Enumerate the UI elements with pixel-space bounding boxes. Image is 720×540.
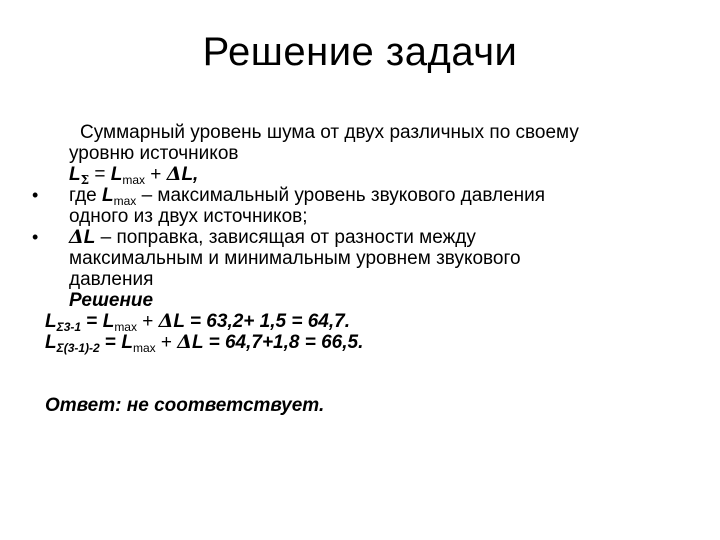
calc2-l: L [45, 332, 57, 353]
calc-line-2 [45, 332, 685, 353]
solution-label: Решение [69, 290, 154, 311]
formula-plus: + [145, 164, 167, 185]
formula-lmax-sub: max [122, 173, 146, 187]
formula-sigma: Σ [80, 173, 90, 187]
bullet1-prefix: где [69, 185, 103, 206]
calc1-plus: + [136, 311, 159, 332]
bullet-marker: • [32, 227, 39, 247]
sum-formula [45, 164, 685, 185]
bullet2-text-1: – поправка, зависящая от разности между [95, 227, 476, 248]
bullet2-l: L [83, 227, 96, 248]
bullet1-l: L [102, 185, 114, 206]
formula-delta: Δ [166, 163, 182, 185]
bullet-marker: • [32, 185, 39, 205]
slide-title: Решение задачи [202, 30, 518, 74]
calc1-lmax-sub: max [114, 320, 137, 334]
calc1-sub: Σ3-1 [56, 320, 82, 334]
intro-line-2: уровню источников [69, 143, 239, 164]
bullet1-sub: max [113, 194, 137, 208]
calc2-rest: L = 64,7+1,8 = 66,5. [192, 332, 364, 353]
calc2-delta: Δ [177, 331, 193, 353]
calc1-rest: L = 63,2+ 1,5 = 64,7. [173, 311, 350, 332]
bullet2-line-2: максимальным и минимальным уровнем звукового [69, 248, 521, 269]
formula-l: L [69, 164, 81, 185]
calc-line-1 [45, 311, 685, 332]
calc2-sub: Σ(3-1)-2 [56, 341, 100, 355]
calc2-lmax-l: L [121, 332, 133, 353]
bullet-delta [32, 226, 685, 248]
calc2-lmax-sub: max [132, 341, 156, 355]
calc1-lmax-l: L [102, 311, 115, 332]
bullet-lmax [32, 185, 685, 208]
slide-content [32, 122, 685, 416]
bullet2-delta: Δ [69, 226, 84, 248]
bullet1-text-1: – максимальный уровень звукового давления [136, 185, 546, 206]
calc2-eq: = [99, 332, 122, 353]
answer-line: Ответ: не соответствует. [45, 395, 325, 416]
calc1-delta: Δ [158, 310, 174, 332]
formula-dl: L, [181, 164, 199, 185]
formula-lmax-l: L [110, 164, 123, 185]
formula-eq: = [89, 164, 111, 185]
calc2-plus: + [155, 332, 178, 353]
calc1-l: L [45, 311, 57, 332]
intro-line-1: Суммарный уровень шума от двух различных по своему [80, 122, 579, 143]
calc1-eq: = [81, 311, 103, 332]
bullet1-line-2: одного из двух источников; [69, 206, 308, 227]
bullet2-line-3: давления [69, 269, 154, 290]
